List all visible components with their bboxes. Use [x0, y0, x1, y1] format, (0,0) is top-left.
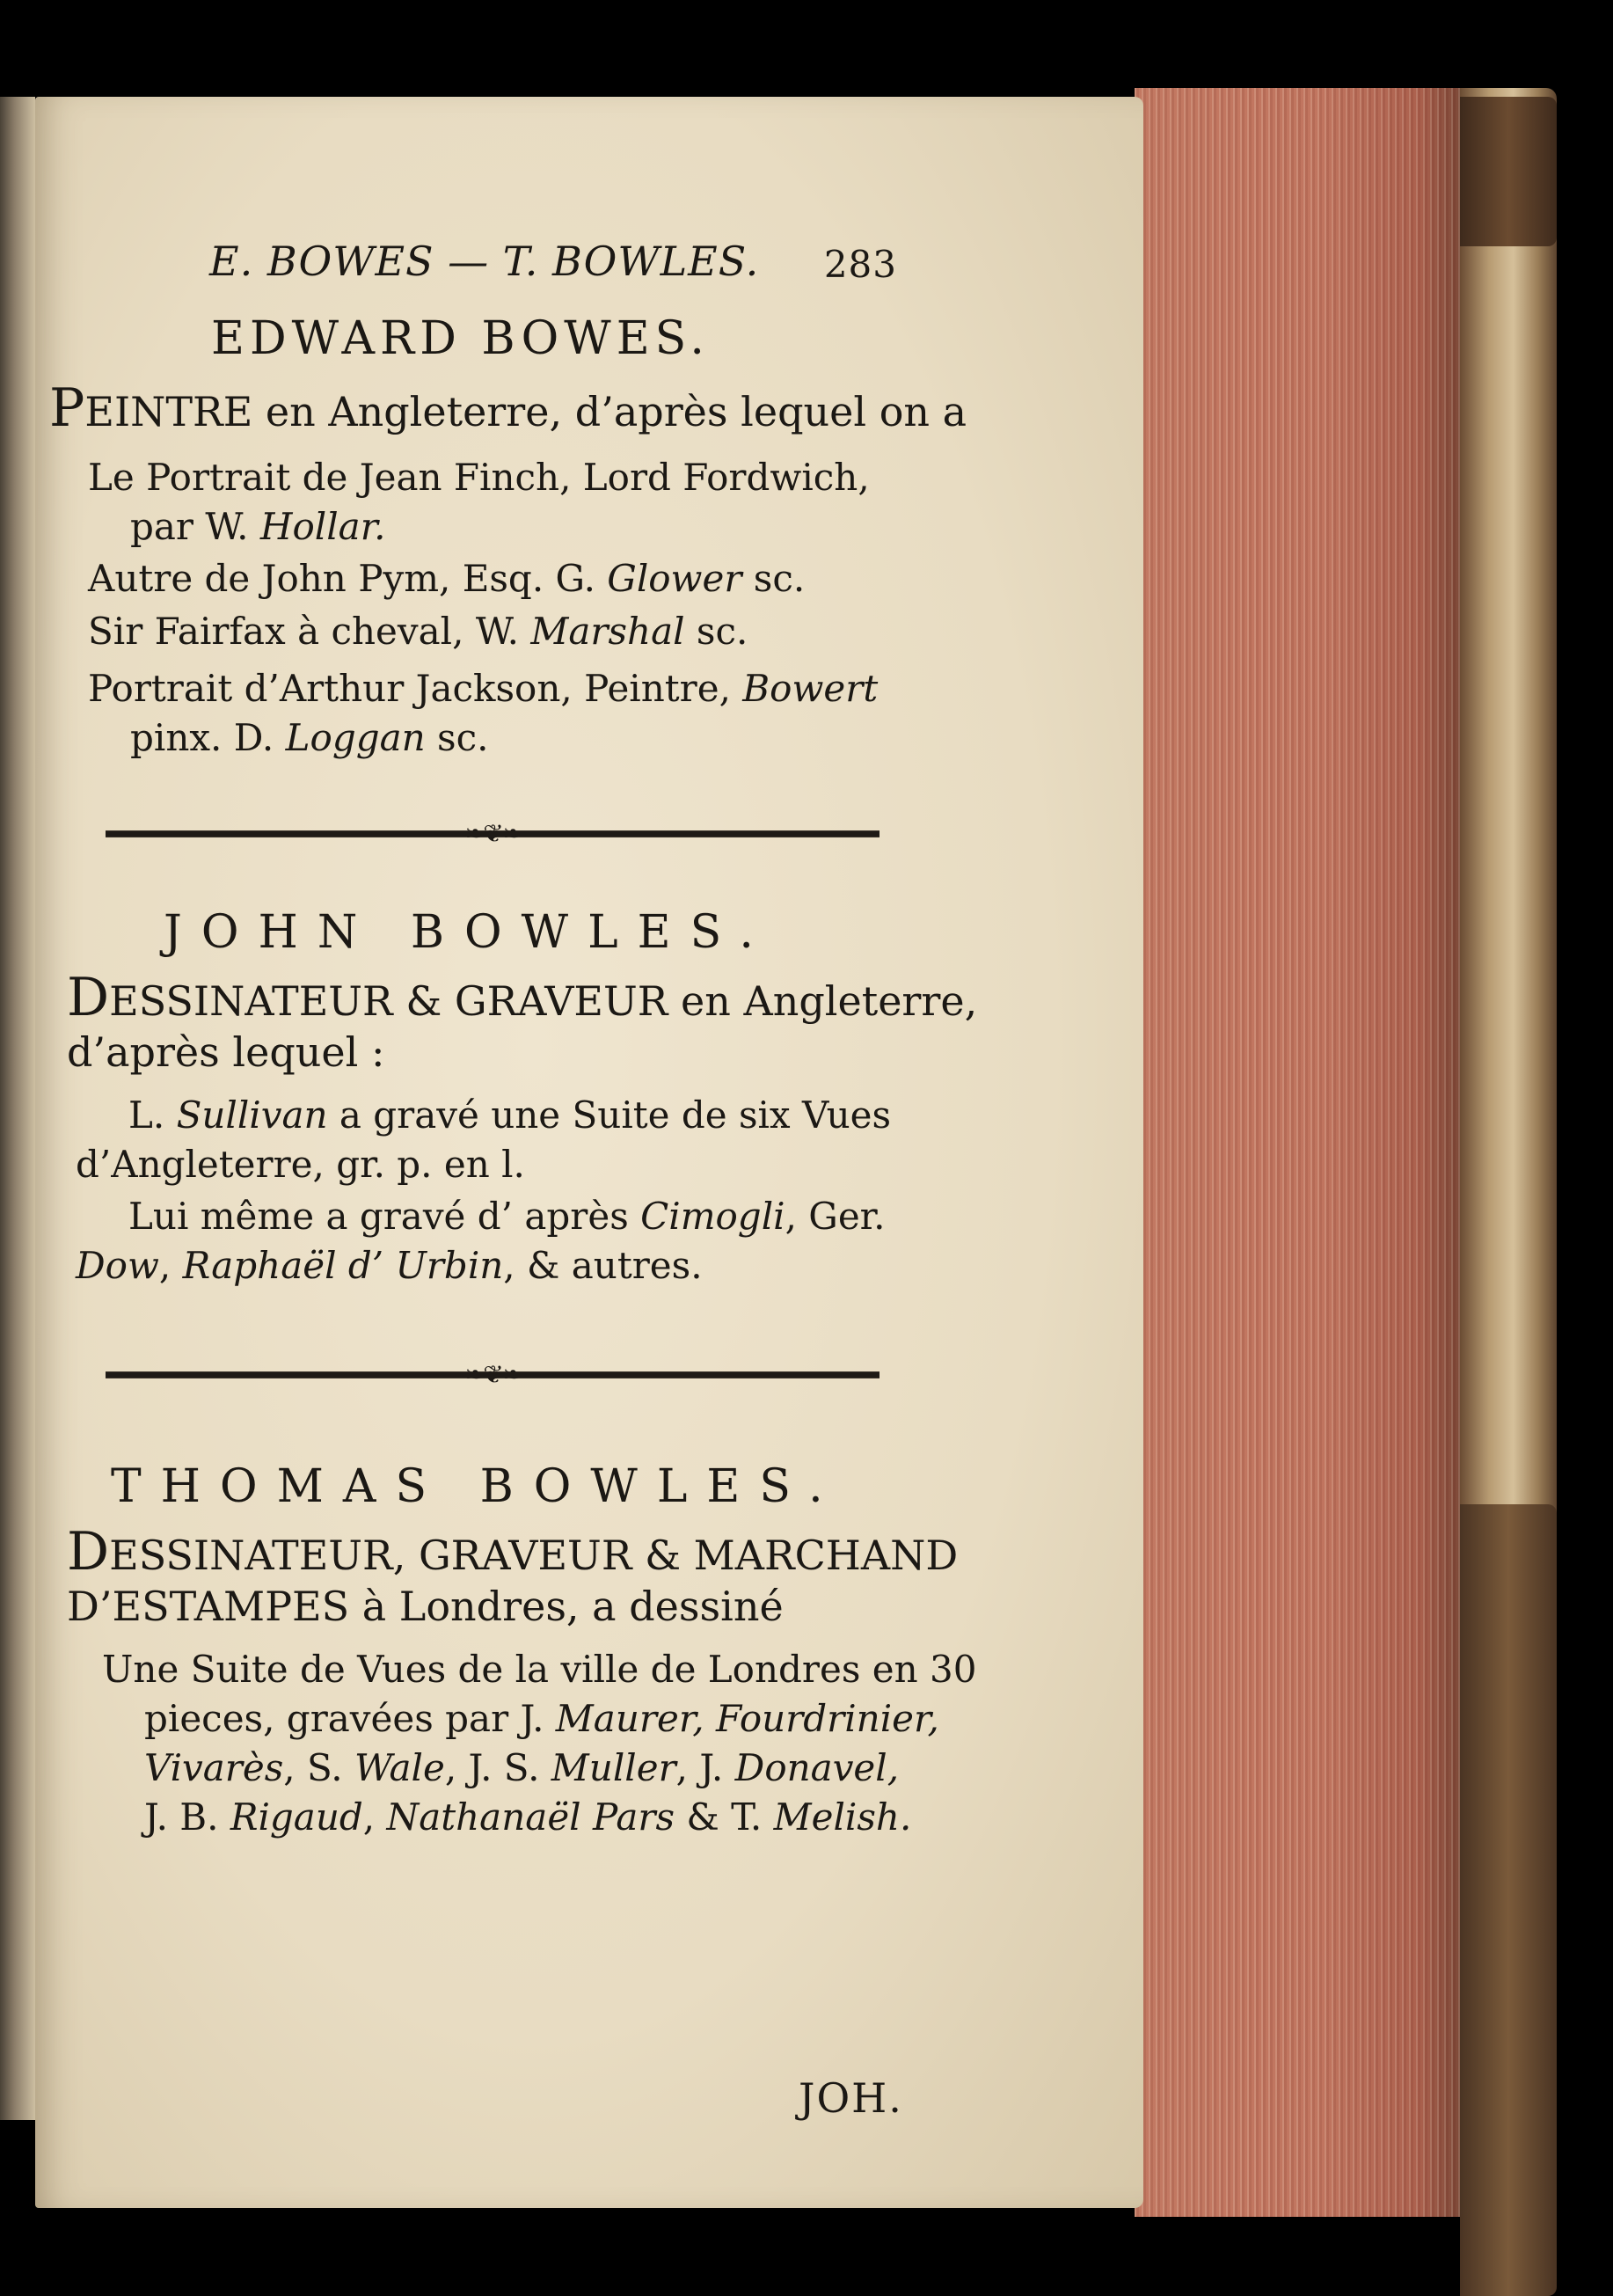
list-item: Lui même a gravé d’ après Cimogli, Ger. Dow, Raphaël d’ Urbin, & autres. [76, 1195, 886, 1287]
list-item: Une Suite de Vues de la ville de Londres en 30 pieces, gravées par J. Maurer, Fourdrinier, Vivarès, S. Wale, J. S. Muller, J. Donavel, J. B. Rigaud, Nathanaël Pars & T. Melish. [102, 1648, 977, 1839]
spine-band-bottom [1460, 1504, 1557, 2296]
book-page [35, 97, 1143, 2208]
ornamental-rule [106, 819, 879, 848]
fleuron-icon: ❧❦❧ [463, 819, 522, 848]
list-item: Le Portrait de Jean Finch, Lord Fordwich, par W. Hollar. [88, 456, 870, 548]
section-heading-john-bowles: JOHN BOWLES. [164, 906, 773, 959]
ornamental-rule [106, 1360, 879, 1389]
running-head-title: E. BOWES — T. BOWLES. [209, 238, 760, 285]
section-intro-thomas-bowles: DESSINATEUR, GRAVEUR & MARCHAND D’ESTAMPES à Londres, a dessiné [67, 1521, 959, 1630]
list-item: Sir Fairfax à cheval, W. Marshal sc. [88, 610, 748, 653]
fleuron-icon: ❧❦❧ [463, 1360, 522, 1389]
section-heading-thomas-bowles: THOMAS BOWLES. [111, 1460, 843, 1513]
list-item: Autre de John Pym, Esq. G. Glower sc. [88, 557, 806, 600]
section-intro-john-bowles: DESSINATEUR & GRAVEUR en Angleterre, d’après lequel : [67, 967, 978, 1076]
list-item: Portrait d’Arthur Jackson, Peintre, Bowert pinx. D. Loggan sc. [88, 667, 879, 759]
left-page-edge [0, 97, 35, 2120]
page-edges [1135, 88, 1469, 2217]
spine-band-top [1460, 97, 1557, 246]
page-number: 283 [823, 243, 897, 286]
list-item: L. Sullivan a gravé une Suite de six Vues d’Angleterre, gr. p. en l. [76, 1093, 892, 1186]
running-head [167, 238, 897, 290]
section-heading-edward-bowes: EDWARD BOWES. [211, 312, 710, 365]
catchword: JOH. [799, 2074, 903, 2122]
section-intro-edward-bowes: PEINTRE en Angleterre, d’après lequel on a [49, 377, 967, 439]
